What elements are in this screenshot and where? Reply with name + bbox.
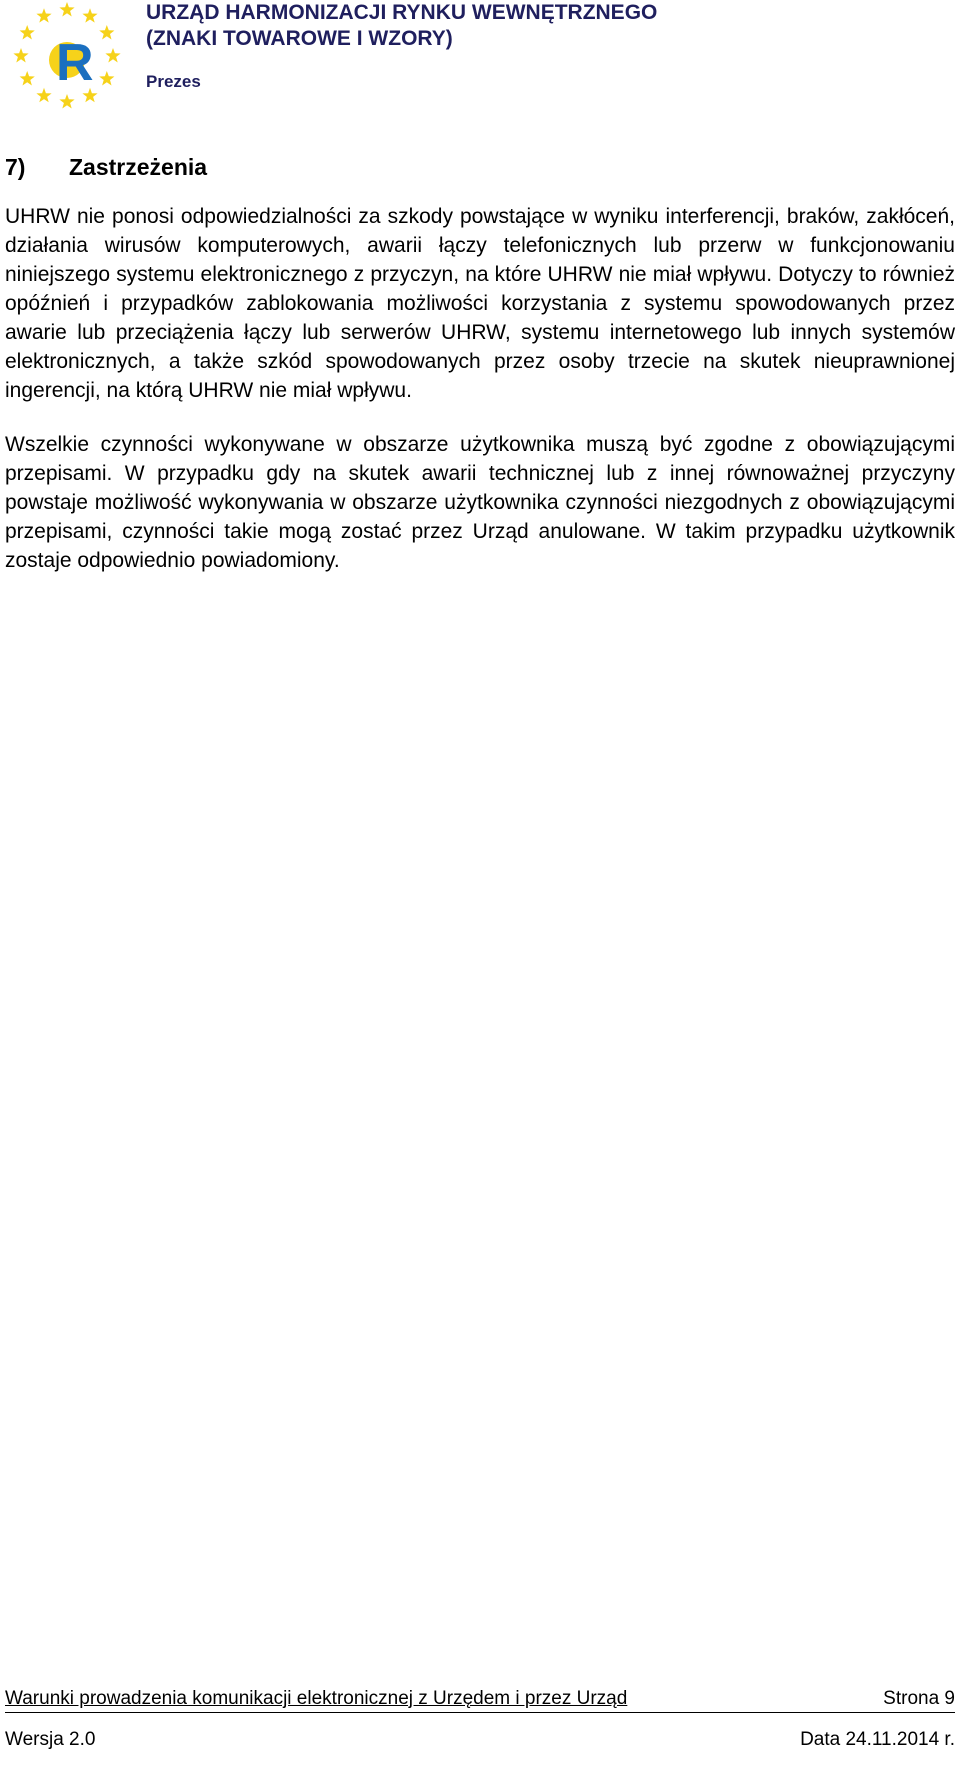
ohim-logo [10,0,128,118]
star-icon [36,8,51,22]
star-icon [13,48,28,63]
organization-name-line2: (ZNAKI TOWAROWE I WZORY) [146,27,453,50]
footer-version: Wersja 2.0 [5,1729,96,1750]
star-icon [99,71,114,86]
star-icon [36,88,51,103]
star-icon [20,71,35,86]
document-body [5,150,955,600]
paragraph-user-area: Wszelkie czynności wykonywane w obszarze użytkownika muszą być zgodne z obowiązującymi przepisami. W przypadku gdy na skutek awarii technicznej lub z innej równoważnej przyczyny powstaje możliwość wykonywania w obszarze użytkownika czynności niezgodnych z obowiązującymi przepisami, czynności takie mogą zostać przez Urząd anulowane. W takim przypadku użytkownik zostaje odpowiednio powiadomiony. [5,433,955,572]
logo-letter: R [56,34,94,92]
star-icon [82,8,97,22]
star-icon [105,48,120,63]
organization-name [146,0,657,52]
page-header [0,0,960,120]
star-icon [59,2,74,17]
organization-name-line1: URZĄD HARMONIZACJI RYNKU WEWNĘTRZNEGO [146,1,658,24]
section-title: Zastrzeżenia [69,154,208,180]
section-heading [5,150,955,184]
star-icon [20,25,35,40]
footer-page-number: Strona 9 [883,1688,955,1709]
footer-meta-row [5,1729,955,1751]
section-number: 7) [5,154,26,180]
paragraph-disclaimer: UHRW nie ponosi odpowiedzialności za szkody powstające w wyniku interferencji, braków, zakłóceń, działania wirusów komputerowych, awarii łączy telefonicznych lub przerw w funkcjonowaniu niniejszego systemu elektronicznego z przyczyn, na które UHRW nie miał wpływu. Dotyczy to również opóźnień i przypadków zablokowania możliwości korzystania z systemu spowodowanych przez awarie lub przeciążenia łączy lub serwerów UHRW, systemu internetowego lub innych systemów elektronicznych, a także szkód spowodowanych przez osoby trzecie na skutek nieuprawnionej ingerencji, na którą UHRW nie miał wpływu. [5,205,955,402]
department-name: Prezes [146,72,201,91]
footer-document-title: Warunki prowadzenia komunikacji elektronicznej z Urzędem i przez Urząd [5,1688,628,1709]
star-icon [59,94,74,109]
footer-date: Data 24.11.2014 r. [800,1729,955,1750]
footer-title-row [5,1688,955,1713]
page-footer [5,1688,955,1751]
star-icon [99,25,114,40]
